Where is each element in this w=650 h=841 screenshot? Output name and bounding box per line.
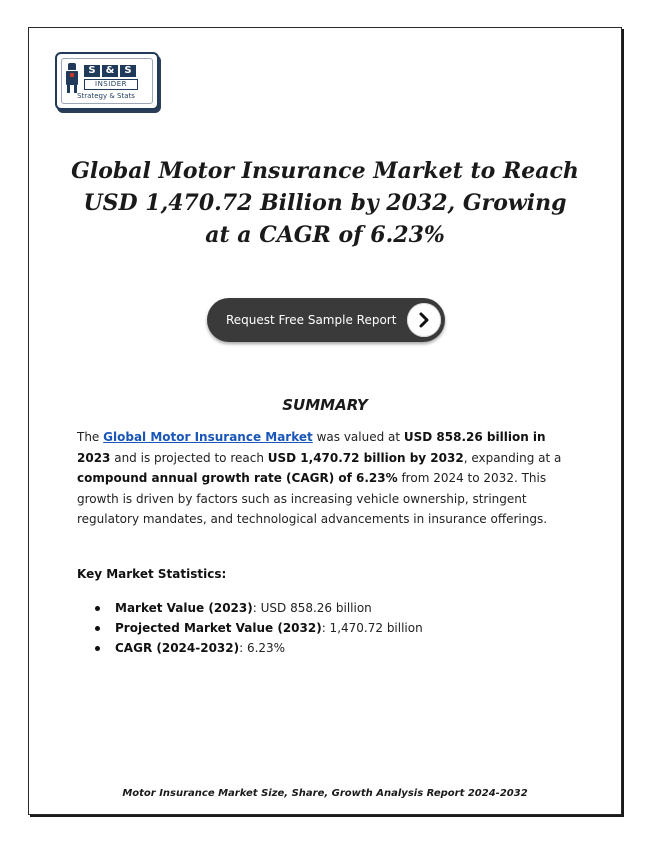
list-item (95, 598, 423, 618)
stat-value: : USD 858.26 billion (252, 601, 372, 615)
key-stats-heading: Key Market Statistics: (77, 567, 227, 581)
summary-highlight: USD 858.26 billion in 2023 (77, 430, 546, 465)
summary-text: The (77, 430, 104, 444)
request-sample-label: Request Free Sample Report (226, 313, 397, 327)
stat-value: : 6.23% (239, 641, 286, 655)
title-line: at a CAGR of 6.23% (205, 222, 445, 248)
title-line: Global Motor Insurance Market to Reach (71, 158, 579, 184)
list-item (95, 638, 423, 658)
chess-piece-icon (65, 63, 79, 93)
request-sample-button[interactable] (207, 298, 445, 342)
page-footer: Motor Insurance Market Size, Share, Growth Analysis Report 2024-2032 (122, 788, 528, 799)
stat-label: Projected Market Value (2032) (115, 621, 322, 635)
logo-insider-text: INSIDER (84, 79, 138, 90)
summary-heading: SUMMARY (282, 396, 368, 414)
key-stats-list (95, 598, 423, 658)
summary-highlight: USD 1,470.72 billion by 2032 (267, 450, 464, 465)
stat-label: Market Value (2023) (115, 601, 253, 615)
logo-tile: S (120, 65, 136, 77)
chevron-right-icon (407, 303, 441, 337)
logo-tile: & (102, 65, 118, 77)
summary-text: was valued at (312, 430, 404, 444)
title-line: USD 1,470.72 Billion by 2032, Growing (83, 190, 567, 216)
market-report-link[interactable]: Global Motor Insurance Market (103, 430, 313, 444)
company-logo (55, 52, 159, 110)
logo-tile: S (84, 65, 100, 77)
page-title (60, 155, 590, 251)
summary-text: and is projected to reach (110, 450, 268, 465)
stat-label: CAGR (2024-2032) (115, 641, 240, 655)
summary-highlight: compound annual growth rate (CAGR) of 6.23% (77, 471, 398, 485)
page-frame (28, 27, 622, 815)
stat-value: : 1,470.72 billion (321, 621, 423, 635)
list-item (95, 618, 423, 638)
summary-text: , expanding at a (463, 450, 562, 465)
summary-text: from 2024 to 2032. This growth is driven by factors such as increasing vehicle ownership, stringent regulatory mandates, and technological advancements in insurance offerings. (77, 471, 548, 526)
summary-paragraph (77, 427, 577, 530)
logo-tiles (84, 65, 136, 77)
logo-tagline: Strategy & Stats (77, 92, 135, 100)
